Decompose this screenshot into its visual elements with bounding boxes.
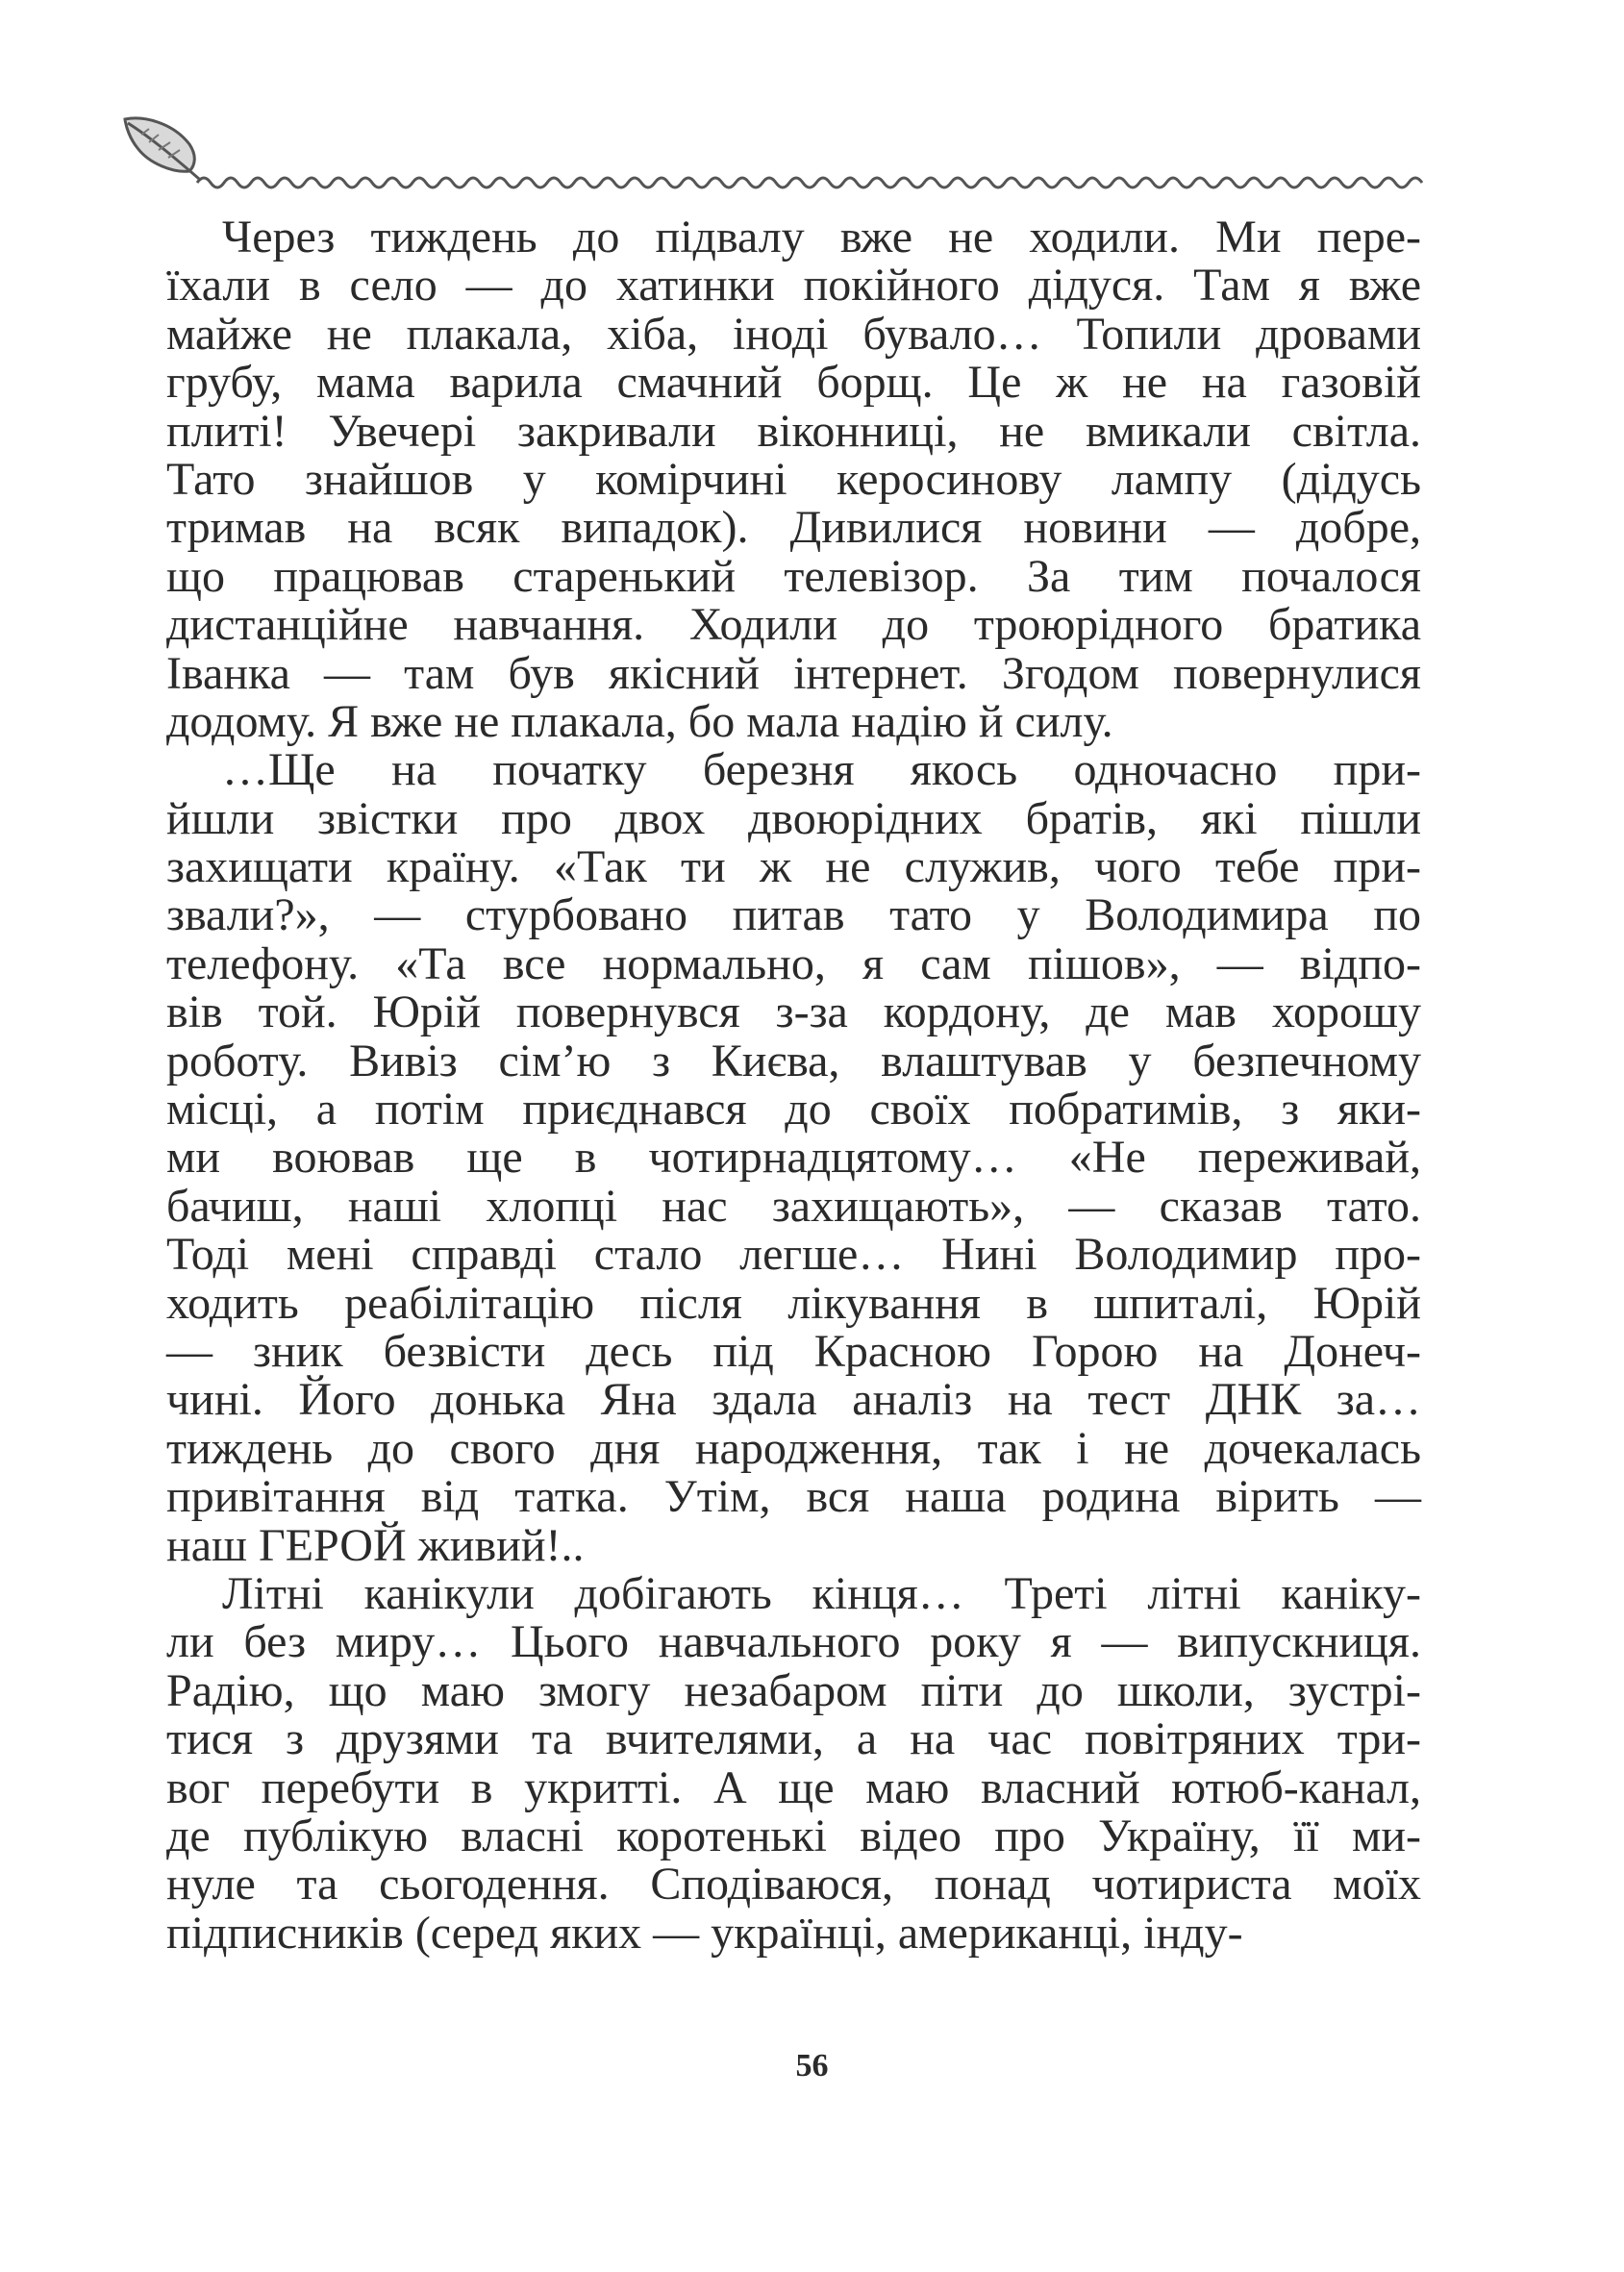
wavy-divider	[197, 178, 1422, 187]
text-line: Іванка — там був якісний інтернет. Згодом повернулися	[166, 647, 1421, 699]
text-line: захищати країну. «Так ти ж не служив, чого тебе при-	[166, 841, 1421, 893]
text-line: майже не плакала, хіба, іноді бувало… Топили дровами	[166, 308, 1421, 360]
text-line: Тоді мені справді стало легше… Нині Володимир про-	[166, 1229, 1421, 1281]
text-line: Радію, що маю змогу незабаром піти до школи, зустрі-	[166, 1664, 1421, 1716]
text-line: де публікую власні коротенькі відео про Україну, її ми-	[166, 1810, 1421, 1861]
text-line: …Ще на початку березня якось одночасно при-	[222, 744, 1421, 796]
paragraph	[166, 746, 1421, 1570]
text-line: звали?», — стурбовано питав тато у Володимира по	[166, 889, 1421, 941]
text-line: телефону. «Та все нормально, я сам пішов», — відпо-	[166, 937, 1421, 989]
text-line: тримав на всяк випадок). Дивилися новини — добре,	[166, 502, 1421, 554]
text-line: додому. Я вже не плакала, бо мала надію й силу.	[166, 695, 1113, 747]
text-line: Тато знайшов у комірчині керосинову лампу (дідусь	[166, 453, 1421, 505]
text-line: Через тиждень до підвалу вже не ходили. Ми пере-	[222, 212, 1421, 262]
text-line: вог перебути в укритті. А ще маю власний ютюб-канал,	[166, 1761, 1421, 1813]
text-line: підписників (серед яких — українці, американці, інду-	[166, 1907, 1243, 1959]
text-line: — зник безвісти десь під Красною Горою на Донеч-	[166, 1325, 1421, 1377]
text-line: ходить реабілітацію після лікування в шпиталі, Юрій	[166, 1277, 1421, 1329]
text-line: місці, а потім приєднався до своїх побратимів, з яки-	[166, 1084, 1421, 1136]
paragraph	[166, 213, 1421, 746]
text-line: тиждень до свого дня народження, так і не дочекалась	[166, 1422, 1421, 1474]
text-line: що працював старенький телевізор. За тим почалося	[166, 550, 1421, 602]
text-line: ли без миру… Цього навчального року я — випускниця.	[166, 1616, 1421, 1668]
text-line: йшли звістки про двох двоюрідних братів, які пішли	[166, 792, 1421, 844]
text-line: тися з друзями та вчителями, а на час повітряних три-	[166, 1713, 1421, 1765]
text-line: вів той. Юрій повернувся з-за кордону, де мав хорошу	[166, 986, 1421, 1038]
text-line: Літні канікули добігають кінця… Треті літні каніку-	[222, 1567, 1421, 1619]
text-line: бачиш, наші хлопці нас захищають», — сказав тато.	[166, 1180, 1421, 1232]
text-line: чині. Його донька Яна здала аналіз на тест ДНК за…	[166, 1374, 1421, 1426]
text-line: грубу, мама варила смачний борщ. Це ж не на газовій	[166, 357, 1421, 409]
feather-quill-icon	[125, 118, 199, 179]
text-line: ми воював ще в чотирнадцятому… «Не переживай,	[166, 1132, 1421, 1184]
text-line: наш ГЕРОЙ живий!..	[166, 1519, 585, 1571]
header-ornament	[120, 115, 1433, 197]
text-line: дистанційне навчання. Ходили до троюрідного братика	[166, 599, 1421, 651]
text-line: роботу. Вивіз сім’ю з Києва, влаштував у безпечному	[166, 1035, 1421, 1086]
text-line: нуле та сьогодення. Сподіваюся, понад чотириста моїх	[166, 1859, 1421, 1910]
paragraph	[166, 1567, 1421, 1959]
text-line: плиті! Увечері закривали віконниці, не вмикали світла.	[166, 405, 1421, 457]
text-line: їхали в село — до хатинки покійного дідуся. Там я вже	[166, 260, 1421, 312]
text-line: привітання від татка. Утім, вся наша родина вірить —	[166, 1471, 1421, 1523]
body-text	[166, 213, 1421, 1958]
page-number: 56	[795, 2048, 829, 2084]
